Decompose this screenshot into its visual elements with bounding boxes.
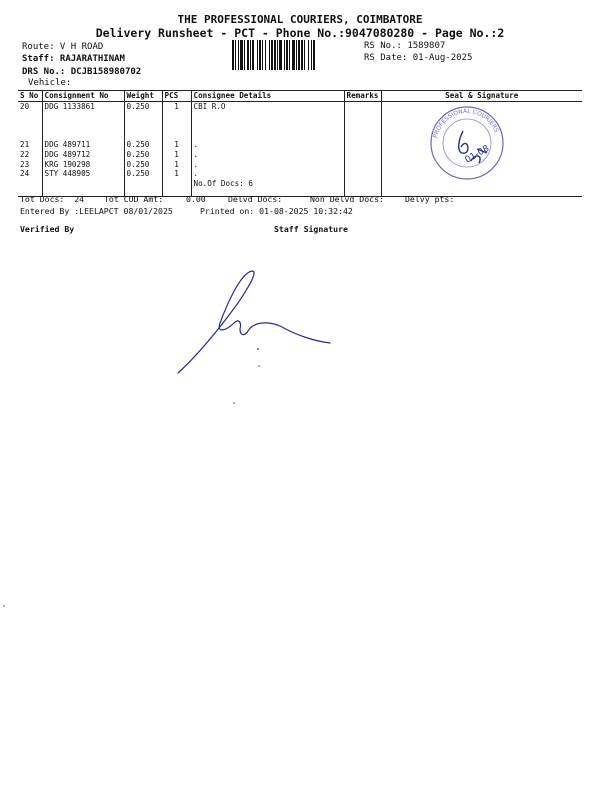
consignee-value: CBI R.O xyxy=(193,102,226,111)
consignment-value xyxy=(45,112,122,122)
col-remarks-header: Remarks xyxy=(344,91,381,102)
tot-docs: Tot Docs: 24 xyxy=(20,194,85,204)
consignment-value: DDG 1133861 xyxy=(44,102,95,111)
weight-value: 0.250 xyxy=(126,102,150,111)
sno-value xyxy=(20,131,40,141)
barcode-bar xyxy=(308,40,309,70)
consignee-value: . xyxy=(193,159,199,169)
route-label: Route: V H ROAD xyxy=(22,42,104,52)
tot-cod-label: Tot COD Amt: xyxy=(104,194,164,204)
pcs-value xyxy=(165,179,189,189)
weight-value xyxy=(127,112,160,122)
consignee-value: . xyxy=(193,149,199,159)
stamp-text: PROFESSIONAL COURIERS xyxy=(432,107,500,139)
sno-value: 20 xyxy=(20,102,30,111)
col-seal-header: Seal & Signature xyxy=(381,91,582,102)
barcode-bar xyxy=(240,40,243,70)
barcode-bar xyxy=(284,40,285,70)
tot-cod-value: 0.00 xyxy=(186,194,206,204)
barcode-bar xyxy=(274,40,276,70)
sno-value xyxy=(20,121,40,131)
non-delivered-docs: Non Delvd Docs: xyxy=(310,194,384,204)
printed-on: Printed on: 01-08-2025 10:32:42 xyxy=(200,206,353,216)
sno-value xyxy=(20,179,40,189)
barcode-bar xyxy=(238,40,239,70)
company-title: THE PROFESSIONAL COURIERS, COIMBATORE xyxy=(177,13,423,26)
staff-label: Staff: RAJARATHINAM xyxy=(22,54,125,64)
weight-value xyxy=(127,179,160,189)
company-stamp xyxy=(427,103,507,183)
consignment-cell xyxy=(42,102,124,197)
weight-value xyxy=(127,121,160,131)
barcode-bar xyxy=(277,40,278,70)
consignment-value: DDG 489711 xyxy=(44,140,91,150)
doc-count: No.Of Docs: 6 xyxy=(193,178,253,188)
scan-speck xyxy=(3,605,5,607)
remarks-cell xyxy=(344,102,381,197)
handwritten-signature xyxy=(170,265,340,375)
delivery-points: Delvy pts: xyxy=(405,194,455,204)
consignment-value: KRG 190298 xyxy=(44,159,91,169)
sno-cell xyxy=(18,102,42,197)
rs-number: RS No.: 1589807 xyxy=(364,41,446,51)
col-weight-header: Weight xyxy=(124,91,162,102)
barcode-bar xyxy=(286,40,288,70)
barcode-bar xyxy=(279,40,282,70)
consignment-value xyxy=(45,179,122,189)
barcode-bar xyxy=(252,40,254,70)
barcode-bar xyxy=(301,40,303,70)
pcs-value: 1 xyxy=(174,159,179,169)
pcs-value xyxy=(165,131,189,141)
drs-number: DRS No.: DCJB158980702 xyxy=(22,67,142,77)
consignee-value xyxy=(194,121,342,131)
barcode-bar xyxy=(271,40,273,70)
pcs-value: 1 xyxy=(174,169,179,179)
barcode-bar xyxy=(269,40,270,70)
sno-value: 24 xyxy=(20,169,30,179)
staff-signature-label: Staff Signature xyxy=(274,224,348,234)
barcode-bar xyxy=(257,40,258,70)
barcode-image xyxy=(232,40,356,70)
weight-cell xyxy=(124,102,162,197)
barcode-bar xyxy=(298,40,300,70)
consignee-value xyxy=(194,112,342,122)
barcode-bar xyxy=(232,40,234,70)
consignment-value xyxy=(45,121,122,131)
sno-value xyxy=(20,112,40,122)
consignment-value: STY 448905 xyxy=(44,169,91,179)
barcode-bar xyxy=(259,40,261,70)
consignment-value: DDG 489712 xyxy=(44,149,91,159)
weight-value: 0.250 xyxy=(126,149,150,159)
stamp-handwriting: 01-08 xyxy=(463,143,492,166)
scan-speck xyxy=(233,402,235,404)
pcs-value: 1 xyxy=(174,102,179,111)
pcs-value: 1 xyxy=(174,140,179,150)
table-header-row xyxy=(18,91,582,102)
rs-date: RS Date: 01-Aug-2025 xyxy=(364,53,473,63)
barcode-bar xyxy=(262,40,263,70)
consignee-value: . xyxy=(193,169,199,179)
sno-value: 23 xyxy=(20,159,30,169)
barcode-bar xyxy=(250,40,251,70)
vehicle-label: Vehicle: xyxy=(28,78,72,88)
pcs-value xyxy=(165,121,189,131)
col-consignment-header: Consignment No xyxy=(42,91,124,102)
sno-value: 21 xyxy=(20,140,30,150)
pcs-value: 1 xyxy=(174,149,179,159)
runsheet-subtitle: Delivery Runsheet - PCT - Phone No.:9047080280 - Page No.:2 xyxy=(95,26,505,40)
barcode-bar xyxy=(265,40,266,70)
barcode-bar xyxy=(292,40,295,70)
barcode-bar xyxy=(311,40,312,70)
barcode-bar xyxy=(235,40,236,70)
col-consignee-header: Consignee Details xyxy=(191,91,344,102)
weight-value xyxy=(127,131,160,141)
barcode-bar xyxy=(247,40,249,70)
pcs-value xyxy=(165,112,189,122)
delivered-docs: Delvd Docs: xyxy=(228,194,283,204)
barcode-bar xyxy=(304,40,305,70)
weight-value: 0.250 xyxy=(126,169,150,179)
barcode-bar xyxy=(289,40,290,70)
entered-by: Entered By :LEELAPCT 08/01/2025 xyxy=(20,206,173,216)
col-sno-header: S No xyxy=(18,91,42,102)
pcs-cell xyxy=(162,102,191,197)
weight-value: 0.250 xyxy=(126,140,150,150)
consignee-value: . xyxy=(193,140,199,150)
consignee-value xyxy=(194,131,342,141)
verified-by-label: Verified By xyxy=(20,224,75,234)
weight-value: 0.250 xyxy=(126,159,150,169)
col-pcs-header: PCS xyxy=(162,91,191,102)
sno-value: 22 xyxy=(20,149,30,159)
scan-speck xyxy=(258,365,260,367)
barcode-bar xyxy=(296,40,297,70)
barcode-bar xyxy=(313,40,315,70)
barcode-bar xyxy=(244,40,245,70)
consignee-cell xyxy=(191,102,344,197)
consignment-value xyxy=(45,131,122,141)
